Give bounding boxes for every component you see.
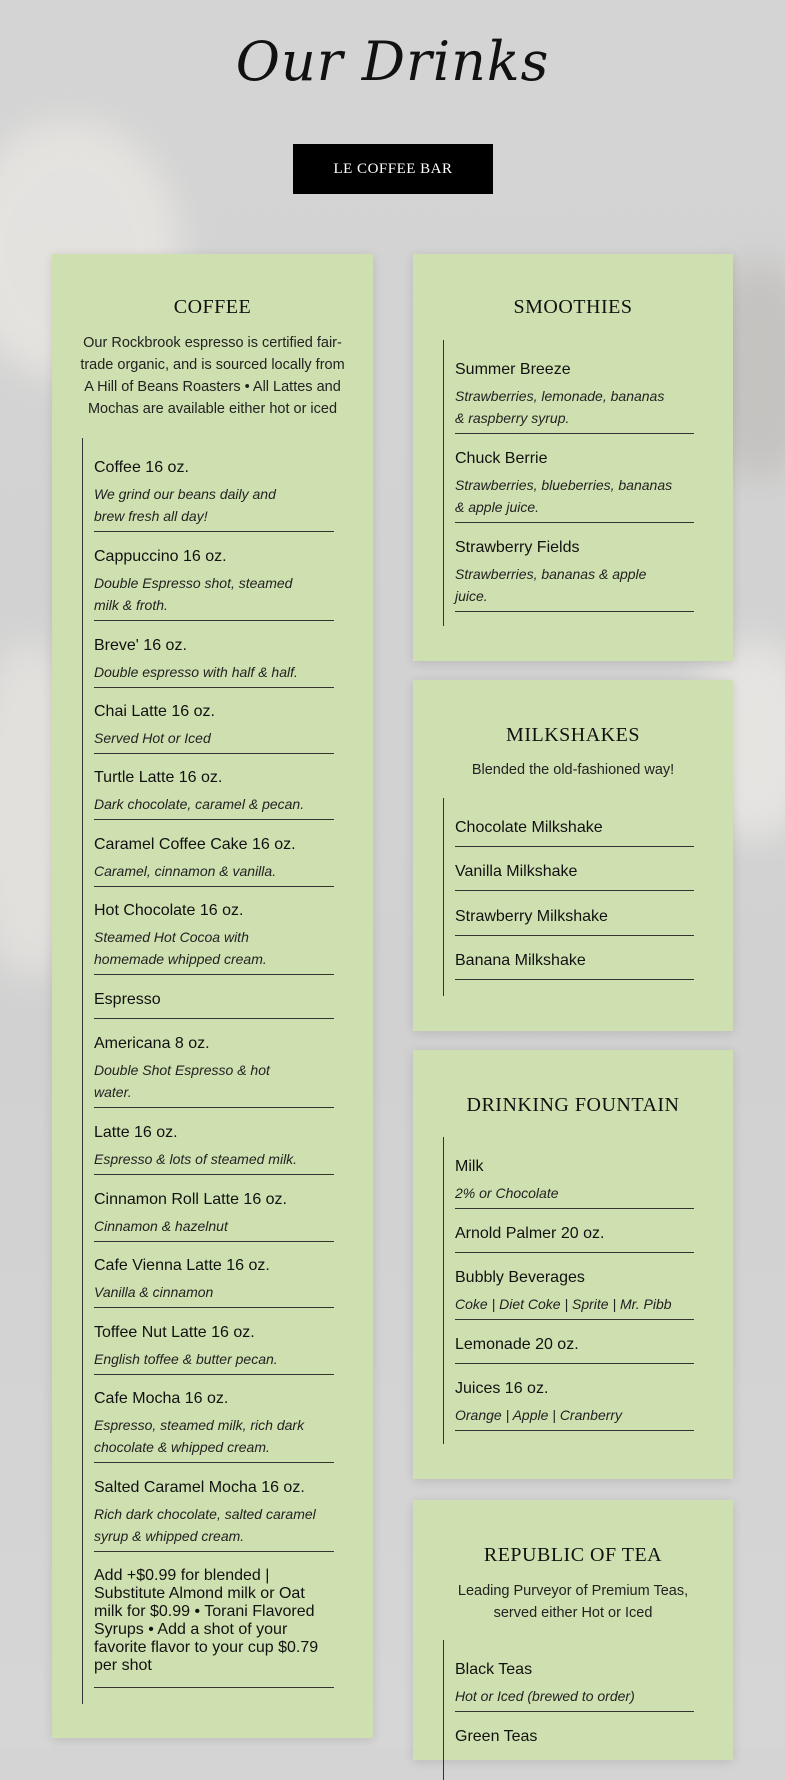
list-item [455, 1224, 694, 1253]
tea-description: Leading Purveyor of Premium Teas, served either Hot or Iced [457, 1583, 689, 1621]
list-item [94, 1034, 334, 1108]
item-description: Espresso, steamed milk, rich dark chocolate & whipped cream. [94, 1417, 305, 1455]
coffee-item-list [82, 438, 334, 1704]
item-name: Cafe Mocha 16 oz. [94, 1390, 229, 1407]
coffee-description: Our Rockbrook espresso is certified fair-trade organic, and is sourced locally from A Hill of Beans Roasters • All Lattes and Mochas are available either hot or iced [80, 335, 345, 417]
item-name: Strawberry Milkshake [455, 908, 608, 925]
list-item [455, 862, 694, 891]
list-item [455, 1268, 694, 1320]
item-description: English toffee & butter pecan. [94, 1351, 278, 1367]
item-name: Toffee Nut Latte 16 oz. [94, 1324, 255, 1341]
milkshakes-item-list [443, 798, 694, 996]
item-description: Strawberries, blueberries, bananas & apple juice. [455, 477, 673, 515]
list-item [94, 1478, 334, 1552]
coffee-card [52, 254, 373, 1738]
item-description: Espresso & lots of steamed milk. [94, 1151, 298, 1167]
item-name: Salted Caramel Mocha 16 oz. [94, 1479, 305, 1496]
item-description: Vanilla & cinnamon [94, 1284, 214, 1300]
list-item [94, 1123, 334, 1175]
list-item [94, 547, 334, 621]
item-name: Lemonade 20 oz. [455, 1336, 579, 1353]
item-description: Double Espresso shot, steamed milk & froth. [94, 575, 293, 613]
item-name: Milk [455, 1158, 484, 1175]
list-item [455, 1379, 694, 1431]
item-description: Coke | Diet Coke | Sprite | Mr. Pibb [455, 1296, 672, 1312]
item-name: Cafe Vienna Latte 16 oz. [94, 1257, 270, 1274]
list-item [94, 1256, 334, 1308]
item-description: Steamed Hot Cocoa with homemade whipped cream. [94, 929, 267, 967]
item-description: We grind our beans daily and brew fresh all day! [94, 486, 276, 524]
fountain-card [413, 1050, 733, 1479]
item-description: 2% or Chocolate [455, 1185, 559, 1201]
milkshakes-title: MILKSHAKES [506, 724, 640, 746]
list-item [455, 951, 694, 980]
item-name: Chai Latte 16 oz. [94, 703, 215, 720]
list-item [94, 901, 334, 975]
item-description: Hot or Iced (brewed to order) [455, 1688, 635, 1704]
tab-le-coffee-bar[interactable]: LE COFFEE BAR [293, 144, 493, 194]
item-name: Breve' 16 oz. [94, 637, 187, 654]
page-title: Our Drinks [235, 30, 550, 93]
item-name: Caramel Coffee Cake 16 oz. [94, 836, 296, 853]
list-item [455, 907, 694, 936]
list-item [94, 1190, 334, 1242]
item-description: Rich dark chocolate, salted caramel syrup & whipped cream. [94, 1506, 316, 1544]
list-item [94, 990, 334, 1019]
list-item [455, 818, 694, 847]
item-name: Latte 16 oz. [94, 1124, 178, 1141]
item-name: Chuck Berrie [455, 450, 548, 467]
list-item [455, 449, 694, 523]
item-name: Vanilla Milkshake [455, 863, 578, 880]
item-name: Add +$0.99 for blended | Substitute Almond milk or Oat milk for $0.99 • Torani Flavored Syrups • Add a shot of your favorite flavor to your cup $0.79 per shot [94, 1567, 319, 1674]
tea-item-list [443, 1640, 694, 1780]
list-item [94, 768, 334, 820]
item-description: Strawberries, lemonade, bananas & raspberry syrup. [455, 388, 665, 426]
item-name: Coffee 16 oz. [94, 459, 189, 476]
list-item [94, 458, 334, 532]
milkshakes-description: Blended the old-fashioned way! [471, 762, 675, 778]
item-description: Caramel, cinnamon & vanilla. [94, 863, 277, 879]
smoothies-title: SMOOTHIES [513, 296, 633, 318]
tea-card [413, 1500, 733, 1760]
list-item [455, 360, 694, 434]
item-description: Strawberries, bananas & apple juice. [455, 566, 647, 604]
list-item [94, 1567, 334, 1688]
item-name: Cinnamon Roll Latte 16 oz. [94, 1191, 287, 1208]
item-description: Orange | Apple | Cranberry [455, 1407, 623, 1423]
list-item [94, 636, 334, 688]
item-name: Green Teas [455, 1728, 538, 1745]
item-name: Chocolate Milkshake [455, 819, 603, 836]
item-name: Cappuccino 16 oz. [94, 548, 227, 565]
list-item [455, 1660, 694, 1712]
milkshakes-card [413, 680, 733, 1031]
item-description: Double espresso with half & half. [94, 664, 298, 680]
item-name: Arnold Palmer 20 oz. [455, 1225, 605, 1242]
coffee-title: COFFEE [173, 296, 252, 318]
item-name: Strawberry Fields [455, 539, 580, 556]
item-name: Banana Milkshake [455, 952, 586, 969]
fountain-title: DRINKING FOUNTAIN [466, 1094, 680, 1116]
item-name: Summer Breeze [455, 361, 571, 378]
smoothies-item-list [443, 340, 694, 626]
item-description: Dark chocolate, caramel & pecan. [94, 796, 305, 812]
tea-title: REPUBLIC OF TEA [483, 1544, 663, 1566]
item-name: Black Teas [455, 1661, 533, 1678]
list-item [94, 835, 334, 887]
list-item [94, 1389, 334, 1463]
item-name: Bubbly Beverages [455, 1269, 585, 1286]
item-name: Hot Chocolate 16 oz. [94, 902, 244, 919]
list-item [94, 1323, 334, 1375]
list-item [94, 702, 334, 754]
list-item [455, 1727, 694, 1767]
item-name: Espresso [94, 991, 161, 1008]
item-name: Americana 8 oz. [94, 1035, 210, 1052]
fountain-item-list [443, 1137, 694, 1444]
item-description: Cinnamon & hazelnut [94, 1218, 228, 1234]
item-name: Juices 16 oz. [455, 1380, 549, 1397]
item-name: Turtle Latte 16 oz. [94, 769, 223, 786]
list-item [455, 1157, 694, 1209]
list-item [455, 538, 694, 612]
list-item [455, 1335, 694, 1364]
item-description: Double Shot Espresso & hot water. [94, 1062, 270, 1100]
item-description: Served Hot or Iced [94, 730, 211, 746]
smoothies-card [413, 254, 733, 661]
